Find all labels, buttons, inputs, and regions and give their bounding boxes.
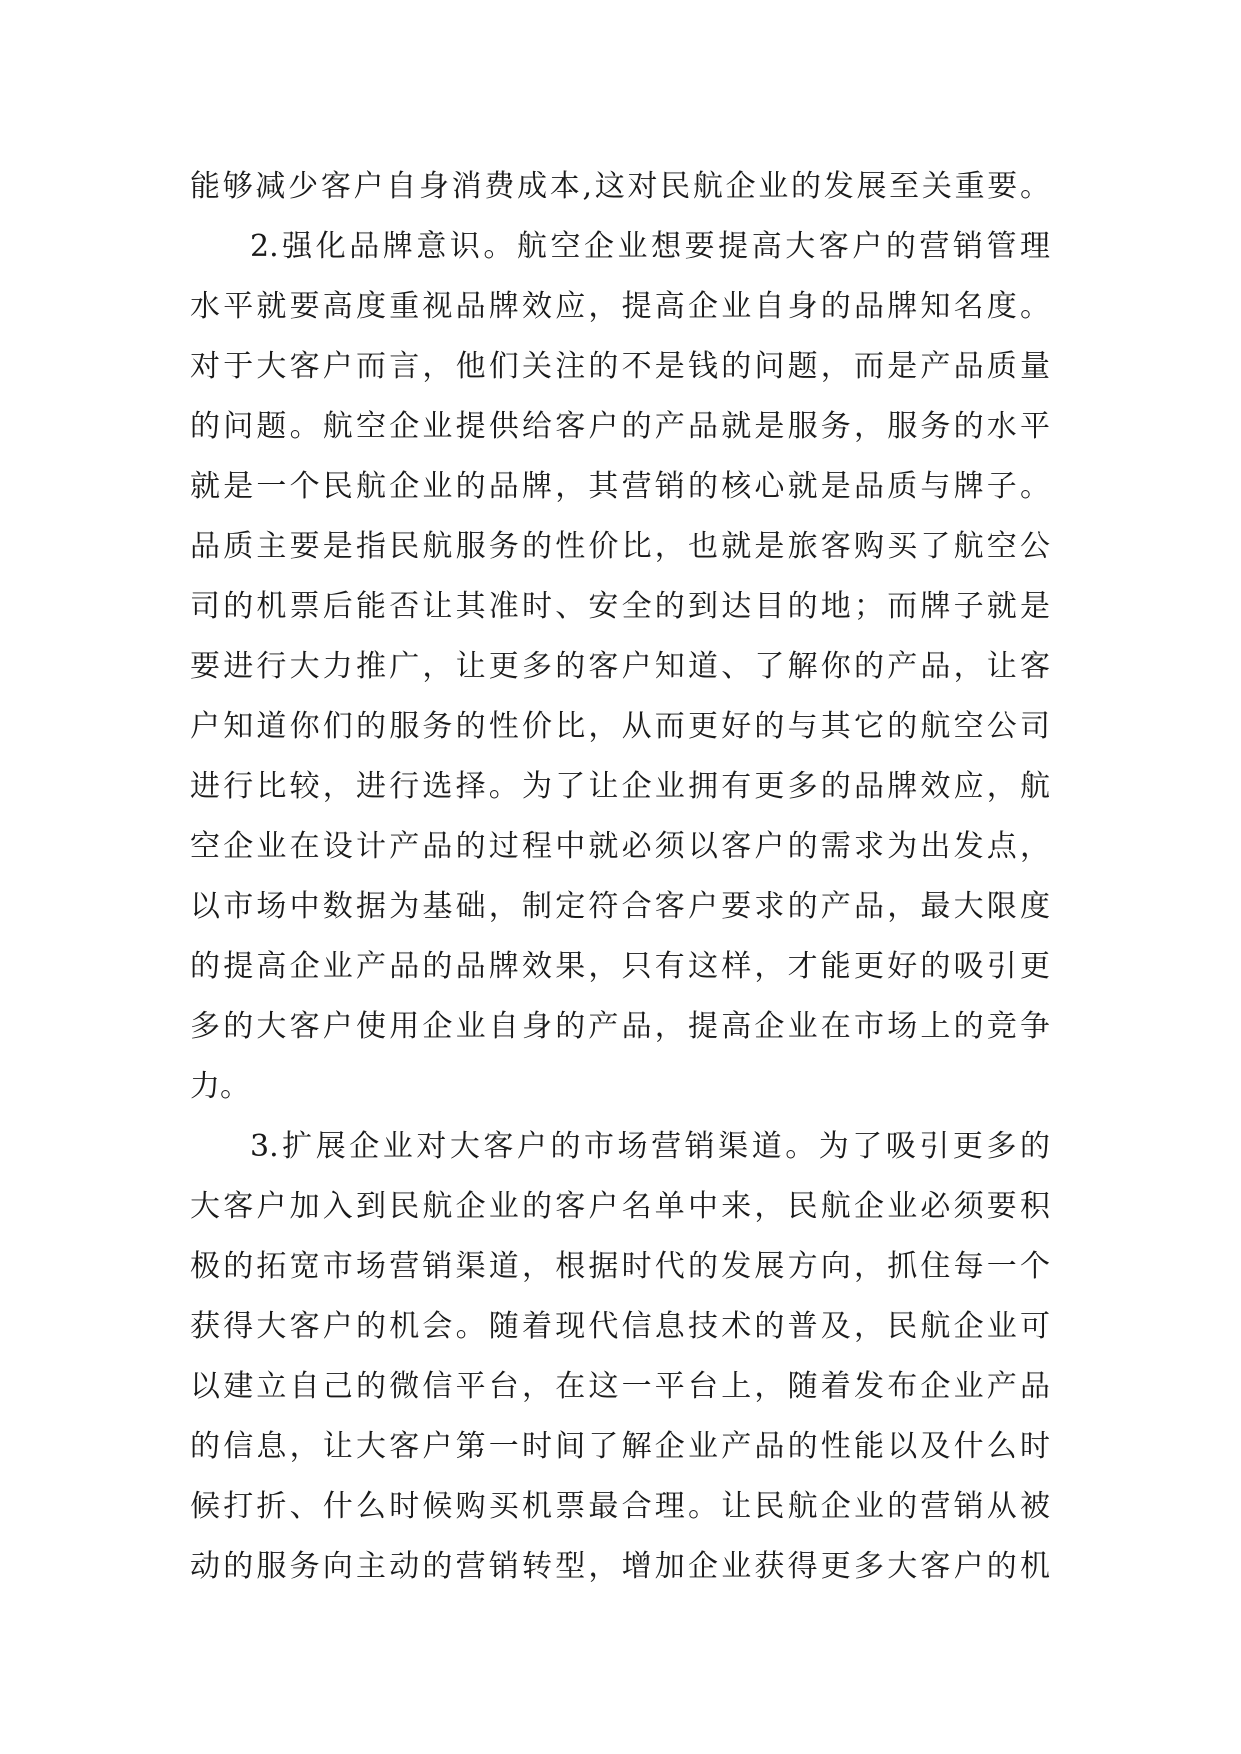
text-line: 多的大客户使用企业自身的产品，提高企业在市场上的竞争 [190, 1009, 1050, 1044]
text-line: 对于大客户而言，他们关注的不是钱的问题，而是产品质量 [190, 349, 1050, 384]
text-line: 能够减少客户自身消费成本,这对民航企业的发展至关重要。 [190, 169, 1050, 204]
text-line: 就是一个民航企业的品牌，其营销的核心就是品质与牌子。 [190, 469, 1050, 504]
text-line: 以建立自己的微信平台，在这一平台上，随着发布企业产品 [190, 1369, 1050, 1404]
text-line: 进行比较，进行选择。为了让企业拥有更多的品牌效应，航 [190, 769, 1050, 804]
text-line: 动的服务向主动的营销转型，增加企业获得更多大客户的机 [190, 1549, 1050, 1584]
text-line: 的问题。航空企业提供给客户的产品就是服务，服务的水平 [190, 409, 1050, 444]
text-line: 的信息，让大客户第一时间了解企业产品的性能以及什么时 [190, 1429, 1050, 1464]
text-line: 的提高企业产品的品牌效果，只有这样，才能更好的吸引更 [190, 949, 1050, 984]
text-line: 力。 [190, 1069, 250, 1104]
text-line: 获得大客户的机会。随着现代信息技术的普及，民航企业可 [190, 1309, 1050, 1344]
text-line: 候打折、什么时候购买机票最合理。让民航企业的营销从被 [190, 1489, 1050, 1524]
text-line: 以市场中数据为基础，制定符合客户要求的产品，最大限度 [190, 889, 1050, 924]
text-line: 司的机票后能否让其准时、安全的到达目的地；而牌子就是 [190, 589, 1050, 624]
text-line: 极的拓宽市场营销渠道，根据时代的发展方向，抓住每一个 [190, 1249, 1050, 1284]
text-line: 空企业在设计产品的过程中就必须以客户的需求为出发点， [190, 829, 1050, 864]
text-line: 3.扩展企业对大客户的市场营销渠道。为了吸引更多的 [250, 1129, 1050, 1164]
text-line: 大客户加入到民航企业的客户名单中来，民航企业必须要积 [190, 1189, 1050, 1224]
text-line: 2.强化品牌意识。航空企业想要提高大客户的营销管理 [250, 229, 1050, 264]
text-line: 要进行大力推广，让更多的客户知道、了解你的产品，让客 [190, 649, 1050, 684]
text-line: 户知道你们的服务的性价比，从而更好的与其它的航空公司 [190, 709, 1050, 744]
text-line: 品质主要是指民航服务的性价比，也就是旅客购买了航空公 [190, 529, 1050, 564]
text-line: 水平就要高度重视品牌效应，提高企业自身的品牌知名度。 [190, 289, 1050, 324]
